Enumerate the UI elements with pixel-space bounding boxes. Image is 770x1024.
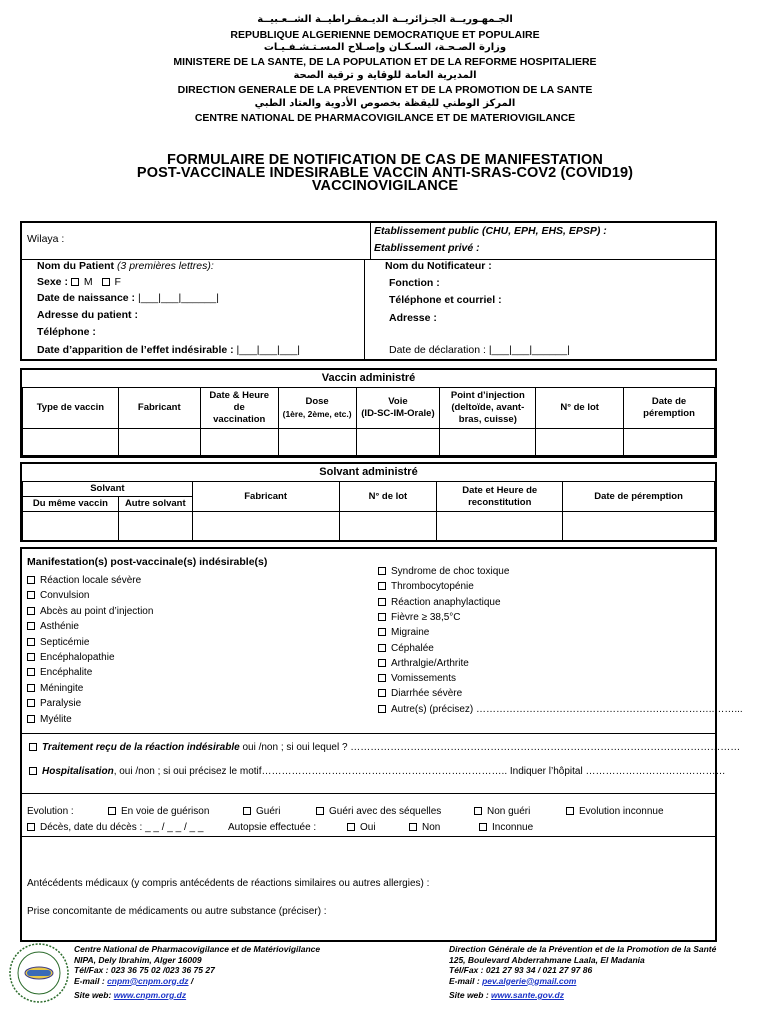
- reaction-right-label: Fièvre ≥ 38,5°C: [391, 611, 461, 623]
- hospitalisation-checkbox[interactable]: [29, 767, 37, 775]
- reaction-right-label: Thrombocytopénie: [391, 581, 474, 593]
- treatment-rest: oui /non ; si oui lequel ? ………………………………………………………………………………………………………: [239, 742, 741, 753]
- autopsie-label: Autopsie effectuée :: [228, 822, 317, 833]
- sex-label: Sexe :: [37, 276, 68, 288]
- evolution-gueri[interactable]: [243, 806, 280, 817]
- reaction-right-label: Syndrome de choc toxique: [391, 566, 510, 577]
- header-centre: CENTRE NATIONAL DE PHARMACOVIGILANCE ET DE MATERIOVIGILANCE: [194, 112, 576, 124]
- header-arabic-republic: الجـمهـوريــة الجـزائريــة الديـمقـراطيــة الشــعـبيــة: [257, 14, 513, 25]
- cell-expiry-date[interactable]: [624, 429, 715, 456]
- etablissement-prive-field[interactable]: Etablissement privé :: [374, 242, 480, 254]
- hospitalisation-item[interactable]: [29, 766, 725, 777]
- birth-date-fill: |___|___|______|: [137, 292, 219, 304]
- reaction-left-label: Encéphalopathie: [40, 652, 115, 663]
- notifier-name-field[interactable]: Nom du Notificateur :: [385, 260, 492, 272]
- patient-name-hint: (3 premières lettres):: [116, 260, 214, 272]
- reaction-left-checkbox[interactable]: [27, 653, 35, 661]
- col-solvent-lot: N° de lot: [339, 482, 437, 512]
- footer-left-site: Site web: www.cnpm.org.dz: [74, 990, 187, 1000]
- sex-f-label: F: [114, 276, 121, 288]
- treatment-item[interactable]: [29, 742, 740, 753]
- col-lot-number: N° de lot: [536, 388, 624, 429]
- treatment-label: Traitement reçu de la réaction indésirable: [42, 742, 240, 753]
- onset-date-label: Date d’apparition de l’effet indésirable :: [37, 344, 234, 356]
- declaration-date-field[interactable]: [389, 344, 570, 356]
- patient-name-field[interactable]: [37, 260, 214, 272]
- reaction-right-checkbox[interactable]: [378, 613, 386, 621]
- reaction-right-label: Réaction anaphylactique: [391, 596, 501, 608]
- cell-dose[interactable]: [278, 429, 356, 456]
- reaction-left-label: Abcès au point d’injection: [40, 605, 154, 617]
- autopsie-inconnue-checkbox[interactable]: [479, 823, 487, 831]
- patient-info-section: [20, 221, 717, 361]
- reaction-left-label: Paralysie: [40, 698, 82, 710]
- autopsie-oui[interactable]: [347, 822, 376, 833]
- sex-m-checkbox[interactable]: [71, 278, 79, 286]
- col-same-vaccine: Du même vaccin: [23, 497, 119, 512]
- cell-vaccination-date[interactable]: [200, 429, 278, 456]
- declaration-date-label: Date de déclaration :: [389, 344, 486, 356]
- evolution-sequelles-checkbox[interactable]: [316, 807, 324, 815]
- header-arabic-ministry: وزارة الصـحـة، السـكـان وإصـلاح المسـتـشـفـيـات: [263, 42, 507, 53]
- reaction-left-item[interactable]: [27, 714, 72, 725]
- notifier-function-field[interactable]: Fonction :: [389, 277, 440, 289]
- col-injection-site: Point d’injection (deltoïde, avant- bras, cuisse): [440, 388, 536, 429]
- header-republic: REPUBLIQUE ALGERIENNE DEMOCRATIQUE ET POPULAIRE: [230, 29, 540, 41]
- footer-right-email: E-mail : pev.algerie@gmail.com: [449, 975, 577, 986]
- reaction-right-item[interactable]: [378, 566, 509, 577]
- autopsie-oui-checkbox[interactable]: [347, 823, 355, 831]
- col-manufacturer: Fabricant: [118, 388, 200, 429]
- evolution-inconnue[interactable]: [566, 806, 664, 817]
- declaration-date-fill: |___|___|______|: [488, 344, 570, 356]
- reaction-right-checkbox[interactable]: [378, 598, 386, 606]
- deces-label: Décès, date du décès : _ _ / _ _ / _ _: [40, 822, 204, 833]
- solvent-section-title: Solvant administré: [319, 466, 418, 478]
- header-arabic-centre: المركز الوطني لليقظة بخصوص الأدوية والعتاد الطبي: [254, 98, 516, 109]
- evolution-inconnue-label: Evolution inconnue: [579, 806, 664, 817]
- reaction-left-checkbox[interactable]: [27, 638, 35, 646]
- col-route: Voie (ID-SC-IM-Orale): [356, 388, 440, 429]
- footer-right-name: Direction Générale de la Prévention et de la Promotion de la Santé: [449, 944, 717, 954]
- evolution-guerison-checkbox[interactable]: [108, 807, 116, 815]
- etablissement-public-field[interactable]: Etablissement public (CHU, EPH, EHS, EPSP) :: [374, 225, 607, 237]
- other-reaction-item[interactable]: [378, 704, 743, 715]
- reaction-right-checkbox[interactable]: [378, 659, 386, 667]
- autopsie-inconnue-label: Inconnue: [492, 822, 534, 833]
- cell-manufacturer[interactable]: [118, 429, 200, 456]
- reaction-right-checkbox[interactable]: [378, 644, 386, 652]
- header-arabic-direction: المديرية العامة للوقاية و ترقية الصحة: [293, 70, 477, 81]
- footer-right-email-link[interactable]: pev.algerie@gmail.com: [482, 975, 577, 986]
- other-reaction-label: Autre(s) (précisez) ……………………………………………….……………..……...: [391, 704, 743, 715]
- footer-left-name: Centre National de Pharmacovigilance et de Matériovigilance: [74, 944, 321, 954]
- sex-f-checkbox[interactable]: [102, 278, 110, 286]
- reaction-left-checkbox[interactable]: [27, 699, 35, 707]
- evolution-guerison-label: En voie de guérison: [121, 806, 210, 817]
- evolution-gueri-label: Guéri: [256, 806, 281, 817]
- autopsie-inconnue[interactable]: [479, 822, 533, 833]
- onset-date-fill: |___|___|___|: [236, 344, 301, 356]
- manifestations-title: Manifestation(s) post-vaccinale(s) indésirable(s): [27, 556, 268, 568]
- footer-right-site-link[interactable]: www.sante.gov.dz: [491, 990, 564, 1000]
- reaction-left-item[interactable]: [27, 637, 89, 648]
- autopsie-oui-label: Oui: [360, 822, 376, 833]
- reaction-left-item[interactable]: [27, 606, 153, 617]
- cnpm-logo: [8, 942, 70, 1004]
- footer-right-site: Site web : www.sante.gov.dz: [449, 990, 564, 1000]
- reaction-right-item[interactable]: [378, 597, 501, 608]
- other-reaction-checkbox[interactable]: [378, 705, 386, 713]
- evolution-non-gueri[interactable]: [474, 806, 530, 817]
- evolution-sequelles-label: Guéri avec des séquelles: [329, 806, 442, 817]
- footer-right: [449, 944, 716, 1001]
- reaction-right-label: Arthralgie/Arthrite: [391, 657, 469, 669]
- col-solvent: Solvant: [23, 482, 193, 497]
- col-reconstitution: Date et Heure de reconstitution: [437, 482, 563, 512]
- reaction-right-item[interactable]: [378, 643, 434, 654]
- reaction-left-label: Asthénie: [40, 621, 79, 633]
- sex-m-label: M: [83, 276, 93, 288]
- evolution-non-gueri-checkbox[interactable]: [474, 807, 482, 815]
- col-dose: Dose (1ère, 2ème, etc.): [278, 388, 356, 429]
- birth-date-field[interactable]: [37, 292, 219, 304]
- notifier-contact-field[interactable]: Téléphone et courriel :: [389, 294, 502, 306]
- cell-reconstitution[interactable]: [437, 512, 563, 542]
- footer-left-email-link[interactable]: cnpm@cnpm.org.dz: [107, 975, 189, 986]
- reaction-right-item[interactable]: [378, 581, 474, 592]
- reaction-left-checkbox[interactable]: [27, 715, 35, 723]
- reaction-left-item[interactable]: [27, 590, 89, 601]
- reaction-left-item[interactable]: [27, 652, 115, 663]
- footer-left-address: NIPA, Dely Ibrahim, Alger 16009: [74, 954, 202, 965]
- cell-lot-number[interactable]: [536, 429, 624, 456]
- reaction-right-item[interactable]: [378, 673, 456, 684]
- birth-date-label: Date de naissance :: [37, 292, 136, 304]
- autopsie-non-label: Non: [422, 822, 441, 833]
- form-title-line2: POST-VACCINALE INDESIRABLE VACCIN ANTI-SRAS-COV2 (COVID19): [136, 165, 634, 181]
- cell-same-vaccine[interactable]: [23, 512, 119, 542]
- reaction-left-checkbox[interactable]: [27, 668, 35, 676]
- reaction-right-item[interactable]: [378, 612, 461, 623]
- cell-solvent-manufacturer[interactable]: [192, 512, 339, 542]
- reaction-left-item[interactable]: [27, 698, 81, 709]
- reaction-left-item[interactable]: [27, 575, 141, 586]
- reaction-left-checkbox[interactable]: [27, 684, 35, 692]
- footer-left: [74, 944, 320, 1001]
- reaction-right-checkbox[interactable]: [378, 628, 386, 636]
- reaction-right-checkbox[interactable]: [378, 567, 386, 575]
- vaccine-table: [22, 387, 715, 456]
- col-solvent-expiry: Date de péremption: [563, 482, 715, 512]
- col-vaccine-type: Type de vaccin: [23, 388, 119, 429]
- reaction-left-item[interactable]: [27, 621, 79, 632]
- evolution-sequelles[interactable]: [316, 806, 441, 817]
- reaction-right-label: Migraine: [391, 627, 430, 639]
- reaction-left-checkbox[interactable]: [27, 622, 35, 630]
- onset-date-field[interactable]: [37, 344, 300, 356]
- patient-sex-field: [37, 276, 121, 288]
- reaction-left-checkbox[interactable]: [27, 591, 35, 599]
- cell-solvent-expiry[interactable]: [563, 512, 715, 542]
- cell-vaccine-type[interactable]: [23, 429, 119, 456]
- solvent-table: [22, 481, 715, 542]
- cell-other-solvent[interactable]: [118, 512, 192, 542]
- concomitant-medication-field[interactable]: Prise concomitante de médicaments ou autre substance (préciser) :: [27, 906, 327, 917]
- reaction-right-checkbox[interactable]: [378, 674, 386, 682]
- reaction-right-label: Diarrhée sévère: [391, 688, 463, 700]
- evolution-label: Evolution :: [27, 806, 74, 817]
- reaction-left-label: Myélite: [40, 713, 72, 725]
- reaction-left-checkbox[interactable]: [27, 576, 35, 584]
- reaction-left-item[interactable]: [27, 683, 83, 694]
- patient-address-field[interactable]: Adresse du patient :: [37, 309, 138, 321]
- col-solvent-manufacturer: Fabricant: [192, 482, 339, 512]
- reaction-right-label: Vomissements: [391, 673, 457, 685]
- reaction-right-checkbox[interactable]: [378, 582, 386, 590]
- footer-left-email: E-mail : cnpm@cnpm.org.dz /: [74, 975, 194, 986]
- col-expiry-date: Date de péremption: [624, 388, 715, 429]
- reaction-left-item[interactable]: [27, 667, 92, 678]
- reaction-right-checkbox[interactable]: [378, 689, 386, 697]
- notifier-address-field[interactable]: Adresse :: [389, 312, 437, 324]
- evolution-non-gueri-label: Non guéri: [487, 806, 531, 817]
- autopsie-non[interactable]: [409, 822, 440, 833]
- reaction-right-item[interactable]: [378, 658, 469, 669]
- treatment-checkbox[interactable]: [29, 743, 37, 751]
- footer-right-phone: Tél/Fax : 021 27 93 34 / 021 27 97 86: [449, 965, 593, 975]
- cell-route[interactable]: [356, 429, 440, 456]
- hospitalisation-label: Hospitalisation: [42, 766, 114, 777]
- vaccine-section-title: Vaccin administré: [321, 372, 416, 384]
- medical-history-field[interactable]: Antécédents médicaux (y compris antécédents de réactions similaires ou autres allergies) :: [27, 878, 430, 889]
- patient-phone-field[interactable]: Téléphone :: [37, 326, 96, 338]
- evolution-guerison[interactable]: [108, 806, 209, 817]
- col-other-solvent: Autre solvant: [118, 497, 192, 512]
- cell-solvent-lot[interactable]: [339, 512, 437, 542]
- reaction-left-checkbox[interactable]: [27, 607, 35, 615]
- evolution-gueri-checkbox[interactable]: [243, 807, 251, 815]
- header-direction: DIRECTION GENERALE DE LA PREVENTION ET DE LA PROMOTION DE LA SANTE: [177, 84, 593, 96]
- reaction-left-label: Encéphalite: [40, 667, 93, 679]
- footer-left-phone: Tél/Fax : 023 36 75 02 /023 36 75 27: [74, 965, 215, 975]
- autopsie-non-checkbox[interactable]: [409, 823, 417, 831]
- deces-item[interactable]: [27, 822, 203, 833]
- header-ministry: MINISTERE DE LA SANTE, DE LA POPULATION ET DE LA REFORME HOSPITALIERE: [173, 56, 597, 68]
- reaction-right-item[interactable]: [378, 627, 429, 638]
- patient-name-label: Nom du Patient: [37, 260, 115, 272]
- footer-right-address: 125, Boulevard Abderrahmane Laala, El Madania: [449, 954, 645, 965]
- form-title-line1: FORMULAIRE DE NOTIFICATION DE CAS DE MANIFESTATION: [167, 152, 603, 168]
- col-vaccination-date: Date & Heure de vaccination: [200, 388, 278, 429]
- form-title-line3: VACCINOVIGILANCE: [311, 178, 459, 194]
- reaction-left-label: Convulsion: [40, 590, 90, 602]
- reaction-left-label: Réaction locale sévère: [40, 575, 142, 586]
- reaction-right-label: Céphalée: [391, 642, 434, 654]
- reaction-right-item[interactable]: [378, 688, 462, 699]
- footer-left-site-link[interactable]: www.cnpm.org.dz: [113, 990, 187, 1000]
- reaction-left-label: Méningite: [40, 682, 84, 694]
- reaction-left-label: Septicémie: [40, 636, 90, 648]
- hospitalisation-rest: , oui /non ; si oui précisez le motif……………………………………………………………….. Indiquer l’hôpital ……………………………………: [113, 766, 726, 777]
- evolution-inconnue-checkbox[interactable]: [566, 807, 574, 815]
- wilaya-field[interactable]: Wilaya :: [27, 233, 65, 245]
- deces-checkbox[interactable]: [27, 823, 35, 831]
- cell-injection-site[interactable]: [440, 429, 536, 456]
